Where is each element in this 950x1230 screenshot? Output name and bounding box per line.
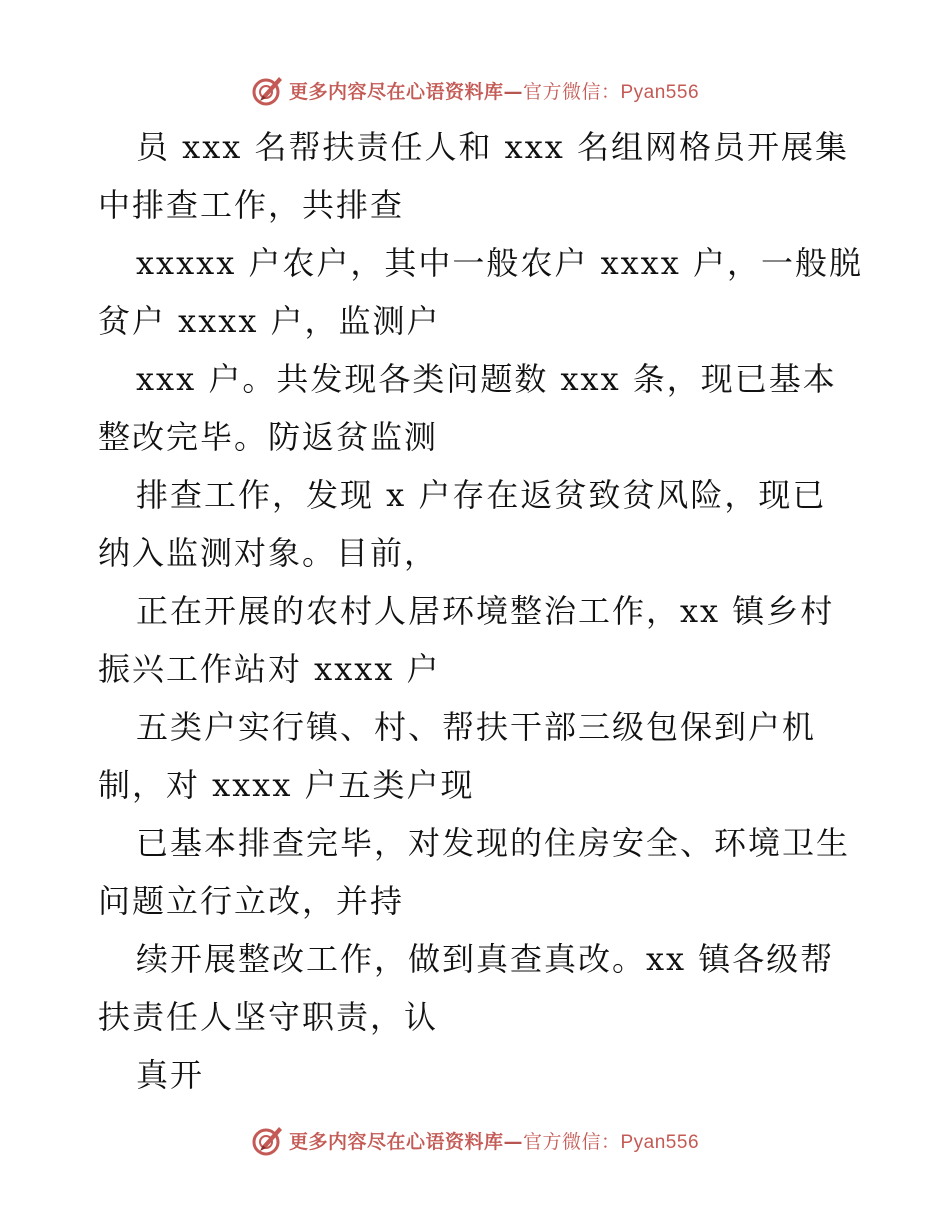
body-line: xxxxx 户农户，其中一般农户 xxxx 户，一般脱 [136,244,863,282]
footer-banner-text [289,1127,699,1154]
body-line: 已基本排查完毕，对发现的住房安全、环境卫生 [136,824,851,862]
footer-watermark-banner [0,1120,950,1160]
body-line: 真开 [136,1056,205,1094]
body-line: 整改完毕。防返贫监测 [98,418,439,456]
quill-logo-icon [251,73,285,107]
body-line: 员 xxx 名帮扶责任人和 xxx 名组网格员开展集 [136,128,849,166]
body-line: 振兴工作站对 xxxx 户 [98,650,441,688]
document-body [98,118,868,1104]
header-site-text: 更多内容尽在心语资料库 [288,80,504,103]
header-wechat-label: 官方微信： [522,80,621,103]
body-line: 续开展整改工作，做到真查真改。xx 镇各级帮 [136,940,835,978]
body-line: 中排查工作，共排查 [98,186,405,224]
body-line: 正在开展的农村人居环境整治工作，xx 镇乡村 [136,592,835,630]
footer-wechat-label: 官方微信： [522,1130,621,1153]
body-line: 扶责任人坚守职责，认 [98,998,439,1036]
body-line: 五类户实行镇、村、帮扶干部三级包保到户机 [136,708,817,746]
body-line: 纳入监测对象。目前， [98,534,439,572]
header-banner-text [289,77,699,104]
footer-wechat-id: Pyan556 [620,1131,700,1153]
header-separator: — [503,80,523,103]
header-watermark-banner [0,70,950,110]
body-line: 问题立行立改，并持 [98,882,405,920]
footer-separator: — [503,1130,523,1153]
body-line: 制，对 xxxx 户五类户现 [98,766,475,804]
header-wechat-id: Pyan556 [620,81,700,103]
body-line: xxx 户。共发现各类问题数 xxx 条，现已基本 [136,360,837,398]
body-line: 排查工作，发现 x 户存在返贫致贫风险，现已 [136,476,827,514]
body-line: 贫户 xxxx 户，监测户 [98,302,441,340]
footer-site-text: 更多内容尽在心语资料库 [288,1130,504,1153]
quill-logo-icon [251,1123,285,1157]
